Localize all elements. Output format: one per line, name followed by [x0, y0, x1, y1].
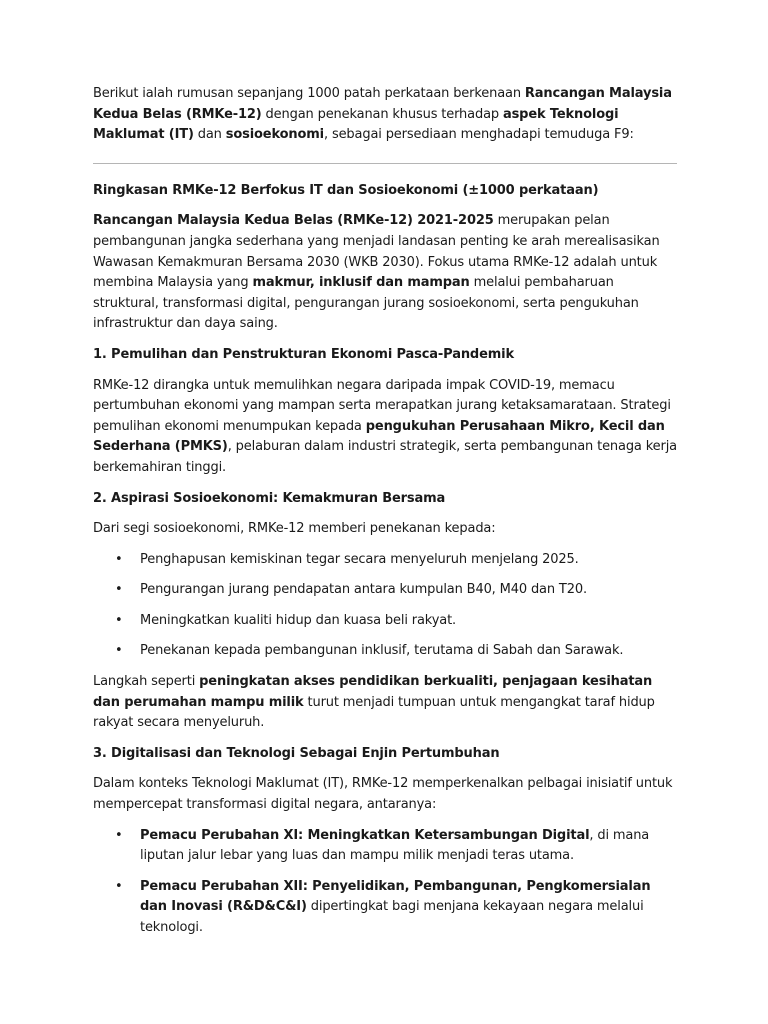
bullet-icon: •	[115, 878, 123, 894]
overview-bold-2: makmur, inklusif dan mampan	[252, 275, 470, 291]
section2-bold-1: peningkatan akses pendidikan berkualiti, penjagaan kesihatan dan perumahan mampu milik	[93, 674, 653, 710]
summary-title: Ringkasan RMKe-12 Berfokus IT dan Sosioekonomi (±1000 perkataan)	[93, 182, 599, 198]
list-item-text: dipertingkat bagi menjana kekayaan negara melalui teknologi.	[140, 899, 644, 935]
section2-paragraph	[93, 672, 677, 734]
intro-text-1: Berikut ialah rumusan sepanjang 1000 patah perkataan berkenaan	[93, 86, 525, 101]
list-item-text: Pengurangan jurang pendapatan antara kumpulan B40, M40 dan T20.	[140, 582, 587, 598]
document-page	[93, 84, 677, 949]
list-item-text: , di mana liputan jalur lebar yang luas dan mampu milik menjadi teras utama.	[140, 827, 650, 864]
section2-bullet-list	[93, 550, 677, 662]
section2-lead: Dari segi sosioekonomi, RMKe-12 memberi penekanan kepada:	[93, 521, 496, 537]
list-item-bold: Pemacu Perubahan XI: Meningkatkan Ketersambungan Digital	[140, 827, 590, 843]
overview-text-2: melalui pembaharuan struktural, transformasi digital, pengurangan jurang sosioekonomi, serta pengukuhan infrastruktur dan daya saing.	[93, 275, 639, 332]
list-item	[93, 550, 677, 571]
bullet-icon: •	[115, 612, 123, 628]
overview-paragraph	[93, 211, 677, 335]
intro-text-2: dengan penekanan khusus terhadap	[261, 106, 503, 122]
section1-paragraph	[93, 376, 677, 479]
list-item	[93, 877, 677, 939]
intro-bold-1: Rancangan Malaysia Kedua Belas (RMKe-12)	[93, 86, 672, 122]
section1-bold-1: pengukuhan Perusahaan Mikro, Kecil dan Sederhana (PMKS)	[93, 418, 665, 455]
bullet-icon: •	[115, 827, 123, 843]
section1-text-1: RMKe-12 dirangka untuk memulihkan negara daripada impak COVID-19, memacu pertumbuhan ekonomi yang mampan serta merapatkan jurang ketaksamarataan. Strategi pemulihan ekonomi menumpukan kepada	[93, 377, 671, 434]
section2-heading: 2. Aspirasi Sosioekonomi: Kemakmuran Bersama	[93, 490, 446, 506]
section3-lead: Dalam konteks Teknologi Maklumat (IT), RMKe-12 memperkenalkan pelbagai inisiatif untuk mempercepat transformasi digital negara, antaranya:	[93, 776, 673, 813]
section2-text-1: Langkah seperti	[93, 674, 200, 690]
list-item	[93, 580, 677, 601]
section2-text-2: turut menjadi tumpuan untuk mengangkat taraf hidup rakyat secara menyeluruh.	[93, 694, 655, 731]
list-item-text: Penekanan kepada pembangunan inklusif, terutama di Sabah dan Sarawak.	[140, 643, 624, 659]
intro-paragraph	[93, 84, 677, 146]
list-item-text: Penghapusan kemiskinan tegar secara menyeluruh menjelang 2025.	[140, 551, 579, 567]
section3-bullet-list	[93, 826, 677, 939]
section3-heading: 3. Digitalisasi dan Teknologi Sebagai Enjin Pertumbuhan	[93, 745, 500, 761]
intro-bold-3: sosioekonomi	[225, 127, 324, 143]
overview-text-1: merupakan pelan pembangunan jangka sederhana yang menjadi landasan penting ke arah merealisasikan Wawasan Kemakmuran Bersama 2030 (WKB 2030). Fokus utama RMKe-12 adalah untuk membina Malaysia yang	[93, 213, 660, 291]
list-item-text: Meningkatkan kualiti hidup dan kuasa beli rakyat.	[140, 612, 456, 628]
list-item	[93, 641, 677, 662]
bullet-icon: •	[115, 551, 123, 567]
bullet-icon: •	[115, 643, 123, 659]
list-item-bold: Pemacu Perubahan XII: Penyelidikan, Pembangunan, Pengkomersialan dan Inovasi (R&D&C&I)	[140, 878, 651, 915]
list-item	[93, 611, 677, 632]
list-item	[93, 826, 677, 867]
bullet-icon: •	[115, 582, 123, 598]
section1-text-2: , pelaburan dalam industri strategik, serta pembangunan tenaga kerja berkemahiran tinggi.	[93, 439, 677, 475]
intro-bold-2: aspek Teknologi Maklumat (IT)	[93, 106, 619, 143]
intro-text-3: dan	[193, 127, 226, 143]
divider	[93, 163, 677, 164]
overview-bold-1: Rancangan Malaysia Kedua Belas (RMKe-12) 2021-2025	[93, 213, 494, 229]
intro-text-4: , sebagai persediaan menghadapi temuduga F9:	[323, 127, 634, 143]
section1-heading: 1. Pemulihan dan Penstrukturan Ekonomi Pasca-Pandemik	[93, 346, 514, 362]
